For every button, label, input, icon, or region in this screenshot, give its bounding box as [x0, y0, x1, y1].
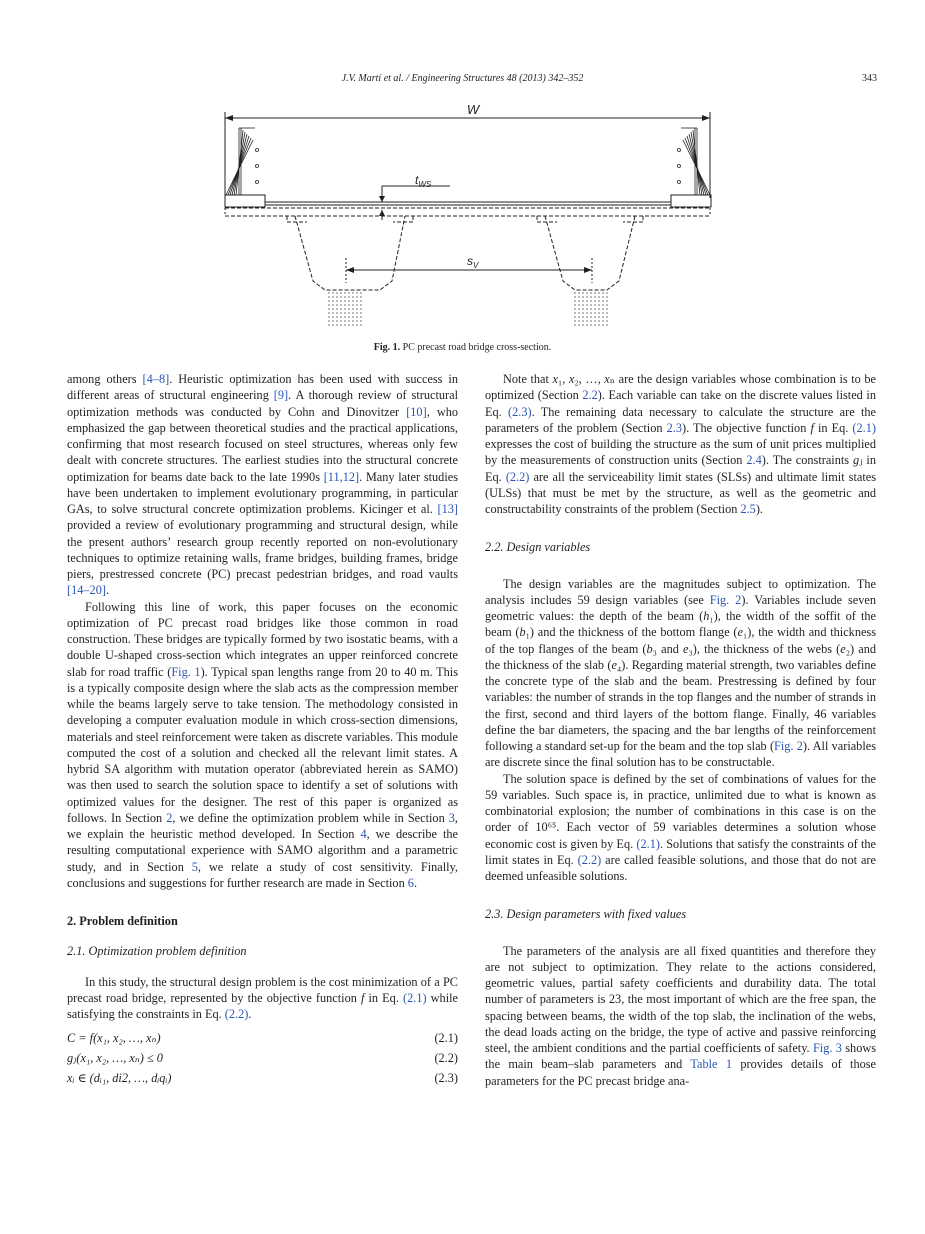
- paragraph: [67, 974, 458, 1023]
- text-run: ). The objective function: [681, 420, 811, 435]
- text-run: in Eq.: [813, 420, 853, 435]
- text-run: ). Variables include seven geometric values: the depth of the beam (: [485, 592, 877, 623]
- reference-link[interactable]: (2.2): [577, 852, 602, 867]
- text-run: . Heuristic optimization has been used with success in different areas of structural engineering: [67, 372, 458, 403]
- reference-link[interactable]: (2.1): [636, 836, 660, 851]
- text-run: ₃), the thickness of the webs (: [688, 641, 841, 656]
- reference-link[interactable]: 3: [448, 810, 455, 825]
- math-symbol: x: [604, 372, 610, 386]
- text-run: ₁,: [557, 372, 569, 386]
- figure-caption: [0, 342, 925, 353]
- text-run: ). The constraints: [761, 453, 854, 468]
- bridge-cross-section-drawing: [215, 98, 715, 333]
- reference-link[interactable]: 2.4: [746, 453, 762, 468]
- reference-link[interactable]: [9]: [273, 388, 289, 403]
- math-symbol: e: [840, 641, 846, 656]
- text-run: in Eq.: [364, 990, 403, 1005]
- right-pier-hatch: [575, 292, 607, 326]
- reference-link[interactable]: [14–20]: [67, 583, 106, 598]
- text-run: . A thorough review of structural optimization methods was conducted by Cohn and Dinovitzer: [67, 388, 458, 419]
- reference-link[interactable]: 6: [407, 875, 414, 890]
- reference-link[interactable]: Fig. 3: [812, 1041, 842, 1055]
- text-run: The solution space is defined by the set of combinations of values for the 59 variables. Such space is, in practice, unlimited due to what is known as combinatorial explosion; the number of combinations in this case is on the order of 10⁶⁵. Each vector of 59 variables determines a solution whose economic cost is given by Eq.: [485, 771, 876, 851]
- text-run: ⱼ in Eq.: [485, 453, 876, 484]
- text-run: are all the serviceability limit states (SLSs) and ultimate limit states (ULSs) that must be met by the structure, as well as the geometric and constructability constraints of the problem (Section: [485, 469, 877, 516]
- text-run: , we relate a study of cost sensitivity. Finally, conclusions and suggestions for further research are made in Section: [67, 859, 458, 890]
- math-symbol: b: [519, 625, 526, 640]
- section-heading: 2. Problem definition: [67, 914, 178, 928]
- reference-link[interactable]: 2.5: [740, 502, 756, 516]
- paragraph: [67, 371, 458, 599]
- reference-link[interactable]: Fig. 1: [171, 664, 201, 679]
- reference-link[interactable]: (2.2): [224, 1007, 249, 1021]
- text-run: provides details of those parameters for the PC precast bridge ana-: [485, 1057, 876, 1088]
- text-run: expresses the cost of building the structure as the sum of unit prices multiplied by the measurements of construction units (Section: [485, 437, 876, 468]
- text-run: among others: [67, 372, 143, 386]
- right-beam: [537, 216, 643, 290]
- subsection-heading: 2.3. Design parameters with fixed values: [485, 907, 687, 922]
- w-label: W: [466, 102, 480, 117]
- text-run: In this study, the structural design problem is the cost minimization of a PC precast road bridge, represented by the objective function: [67, 974, 458, 1005]
- text-run: . Solutions that satisfy the constraints of the limit states in Eq.: [485, 836, 877, 867]
- left-curb: [225, 195, 265, 207]
- text-run: while satisfying the constraints in Eq.: [67, 990, 458, 1021]
- left-beam: [287, 216, 413, 290]
- reference-link[interactable]: [4–8]: [142, 372, 170, 386]
- journal-citation: J.V. Martí et al. / Engineering Structures 48 (2013) 342–352: [341, 73, 584, 84]
- reference-link[interactable]: [10]: [406, 404, 427, 419]
- page-number: 343: [862, 73, 877, 84]
- text-run: ₁) and the thickness of the bottom flange (: [525, 625, 738, 640]
- text-run: , who emphasized the gap between theoretical studies and the practical applications, confirming that most research focused on steel structures, whereas only few dealt with concrete structures. The earliest studies into the structural concrete optimization for beams date back to the late 1990s: [67, 404, 458, 484]
- text-run: ₂, …,: [574, 372, 605, 386]
- paragraph: [485, 771, 876, 885]
- subsection-heading: 2.2. Design variables: [485, 540, 591, 555]
- reference-link[interactable]: (2.1): [403, 990, 427, 1005]
- subsection-heading: 2.1. Optimization problem definition: [67, 944, 247, 959]
- text-run: , we define the optimization problem while in Section: [172, 810, 449, 825]
- reference-link[interactable]: Fig. 2: [709, 592, 742, 607]
- right-column: [485, 371, 876, 1089]
- reference-link[interactable]: [11,12]: [323, 469, 360, 484]
- text-run: .: [248, 1007, 252, 1021]
- math-symbol: x: [552, 372, 558, 386]
- text-run: ₂) and the thickness of the slab (: [485, 641, 877, 672]
- reference-link[interactable]: Fig. 2: [774, 739, 803, 753]
- right-curb: [671, 195, 711, 207]
- bridge-cross-section-figure: [215, 98, 715, 333]
- reference-link[interactable]: Table 1: [690, 1057, 732, 1072]
- sv-label: $s_V$: [467, 254, 479, 270]
- text-run: . Many later studies have been undertaken to implement evolutionary programming, in particular GAs, to solve structural concrete optimization problems. Kicinger et al.: [67, 469, 458, 516]
- figure-label: Fig. 1.: [373, 342, 401, 353]
- text-run: .: [105, 583, 110, 598]
- math-symbol: f: [360, 990, 365, 1005]
- left-railing: [226, 128, 259, 195]
- text-run: ₃ and: [652, 641, 684, 656]
- text-run: The design variables are the magnitudes subject to optimization. The analysis includes 59 design variables (see: [485, 576, 876, 607]
- equation: C = f(x₁, x₂, …, xₙ) (2.1): [67, 1031, 458, 1046]
- text-run: ₁), the width and thickness of the top flanges of the beam (: [485, 625, 876, 656]
- paragraph: [485, 576, 876, 771]
- math-symbol: x: [568, 372, 575, 386]
- math-symbol: g: [853, 453, 860, 468]
- text-run: .: [413, 875, 418, 890]
- text-run: ). Each variable can take on the discrete values listed in Eq.: [485, 388, 876, 419]
- figure-caption-text: PC precast road bridge cross-section.: [402, 342, 552, 353]
- reference-link[interactable]: 2: [166, 810, 173, 825]
- equation-block: [67, 1028, 458, 1088]
- text-run: shows the main beam–slab parameters and: [485, 1041, 877, 1072]
- text-run: , we describe the resulting computational experience with SAMO algorithm and a parametric study, and in Section: [67, 827, 458, 874]
- reference-link[interactable]: 4: [360, 827, 367, 841]
- reference-link[interactable]: (2.3): [508, 404, 532, 419]
- text-run: ).: [755, 502, 763, 516]
- text-run: ). Typical span lengths range from 20 to 40 m. This is a typically composite design where the slab acts as the compression member while the beams largely serve to take tension. The methodology consisted in developing a computer evaluation module in which cross-section dimensions, materials and steel reinforcement were taken as discrete variables. This module computed the cost of a solution and checked all the relevant limit states. A hybrid SA algorithm with mutation operator (abbreviated herein as SAMO) was then used to search the solution space to identify a set of solutions with optimized values for the designer. The rest of this paper is organized as follows. In Section: [67, 664, 458, 825]
- paragraph: [485, 943, 876, 1089]
- text-run: provided a review of evolutionary programming and structural design, while the present authors’ research group recently reported on non-evolutionary techniques to optimize retaining walls, frame bridges, building frames, bridge piers, prestressed concrete (PC) precast pedestrian bridges, and road vaults: [67, 518, 458, 581]
- text-run: . The remaining data necessary to calculate the structure are the parameters of the problem (Section: [485, 404, 877, 435]
- right-railing: [678, 128, 711, 195]
- equation: gⱼ(x₁, x₂, …, xₙ) ≤ 0 (2.2): [67, 1051, 458, 1066]
- reference-link[interactable]: 5: [191, 859, 198, 874]
- paragraph: [485, 371, 876, 517]
- math-symbol: e: [611, 657, 617, 672]
- reference-link[interactable]: (2.2): [505, 469, 530, 484]
- paragraph: [67, 599, 458, 892]
- text-run: ₄). Regarding material strength, two variables define the concrete type of the slab and the beam. Prestressing is defined by four variables: the number of strands in the top flanges and the number of strands in the first, second and third layers of the bottom flange. Finally, 46 variables define the bar diameters, the spacing and the bar lengths of the reinforcement following a standard set-up for the beam and the top slab (: [485, 657, 876, 753]
- reference-link[interactable]: [13]: [437, 502, 458, 516]
- math-symbol: h: [703, 609, 710, 623]
- equation: xᵢ ∈ (dᵢ₁, di2, …, dᵢqᵢ) (2.3): [67, 1071, 458, 1086]
- text-run: Following this line of work, this paper focuses on the economic optimization of PC precast road bridges like those common in road construction. These bridges are typically formed by two isostatic beams, with a double U-shaped cross-section which integrates an upper reinforced concrete slab for road traffic (: [67, 599, 458, 679]
- math-symbol: e: [737, 625, 743, 640]
- text-run: ₙ are the design variables whose combination is to be optimized (Section: [485, 372, 877, 403]
- text-run: ). All variables are discrete since the final solution has to be constructable.: [485, 739, 876, 770]
- reference-link[interactable]: (2.1): [852, 420, 876, 435]
- left-column: [67, 371, 458, 1088]
- math-symbol: b: [646, 641, 653, 656]
- text-run: are called feasible solutions, and those that do not are deemed unfeasible solutions.: [485, 852, 876, 883]
- text-run: Note that: [503, 372, 553, 386]
- text-run: ₁), the width of the soffit of the beam (: [485, 609, 876, 640]
- math-symbol: f: [810, 420, 814, 435]
- reference-link[interactable]: 2.3: [666, 420, 682, 435]
- reference-link[interactable]: 2.2: [582, 388, 598, 403]
- left-pier-hatch: [329, 292, 361, 326]
- text-run: , we explain the heuristic method developed. In Section: [67, 810, 458, 841]
- text-run: The parameters of the analysis are all fixed quantities and therefore they are not subject to optimization. They relate to the actions considered, geometric values, partial safety coefficients and durability data. The total number of parameters is 23, the most important of which are the free span, the spacing between beams, the width of the top slab, the inclination of the webs, the dead loads acting on the bridge, the type of active and passive reinforcing steel, the ambient conditions and the partial coefficients of safety.: [485, 943, 876, 1055]
- tws-label: $t_{WS}$: [415, 173, 432, 189]
- math-symbol: e: [683, 641, 689, 656]
